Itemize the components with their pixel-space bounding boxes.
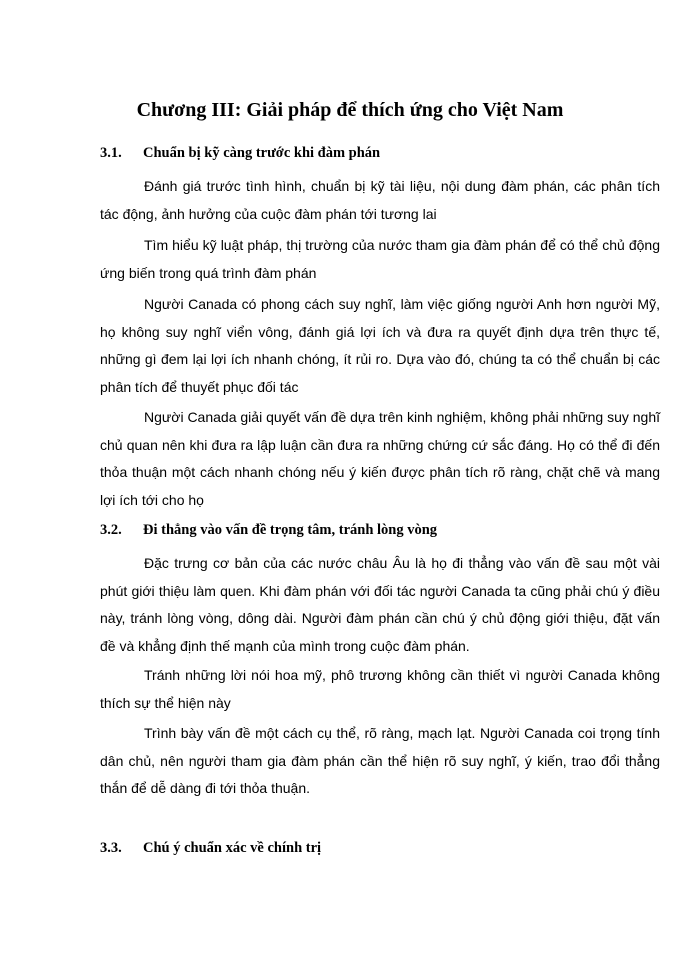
paragraph: Tránh những lời nói hoa mỹ, phô trương không cần thiết vì người Canada không thích sự thể hiện này (100, 667, 660, 711)
paragraph: Đánh giá trước tình hình, chuẩn bị kỹ tài liệu, nội dung đàm phán, các phân tích tác động, ảnh hưởng của cuộc đàm phán tới tương lai (100, 178, 660, 222)
section-number: 3.3. (100, 840, 122, 856)
section-title: Chú ý chuẩn xác về chính trị (143, 840, 322, 856)
paragraph: Trình bày vấn đề một cách cụ thể, rõ ràng, mạch lạt. Người Canada coi trọng tính dân chủ, nên người tham gia đàm phán cần thể hiện rõ suy nghĩ, ý kiến, trao đổi thẳng thắn để dễ dàng đi tới thỏa thuận. (100, 725, 660, 796)
section-number: 3.1. (100, 145, 122, 161)
chapter-title: Chương III: Giải pháp để thích ứng cho Việt Nam (136, 99, 564, 121)
paragraph: Người Canada giải quyết vấn đề dựa trên kinh nghiệm, không phải những suy nghĩ chủ quan nên khi đưa ra lập luận cần đưa ra những chứng cứ sắc đáng. Họ có thể đi đến thỏa thuận một cách nhanh chóng nếu ý kiến được phân tích rõ ràng, chặt chẽ và mang lợi ích tới cho họ (100, 409, 660, 508)
section-heading-3-3 (100, 838, 620, 858)
section-title: Đi thẳng vào vấn đề trọng tâm, tránh lòng vòng (143, 522, 438, 538)
section-heading-3-1 (100, 143, 620, 163)
section-number: 3.2. (100, 522, 122, 538)
paragraph: Tìm hiểu kỹ luật pháp, thị trường của nước tham gia đàm phán để có thể chủ động ứng biến trong quá trình đàm phán (100, 237, 660, 281)
paragraph: Đặc trưng cơ bản của các nước châu Âu là họ đi thẳng vào vấn đề sau một vài phút giới thiệu làm quen. Khi đàm phán với đối tác người Canada ta cũng phải chú ý điều này, tránh lòng vòng, dông dài. Người đàm phán cần chú ý chủ động giới thiệu, đặt vấn đề và khẳng định thế mạnh của mình trong cuộc đàm phán. (100, 555, 660, 654)
section-title: Chuẩn bị kỹ càng trước khi đàm phán (143, 145, 381, 161)
section-heading-3-2 (100, 520, 620, 540)
paragraph: Người Canada có phong cách suy nghĩ, làm việc giống người Anh hơn người Mỹ, họ không suy nghĩ viển vông, đánh giá lợi ích và đưa ra quyết định dựa trên thực tế, những gì đem lại lợi ích nhanh chóng, ít rủi ro. Dựa vào đó, chúng ta có thể chuẩn bị các phân tích để thuyết phục đối tác (100, 296, 660, 395)
